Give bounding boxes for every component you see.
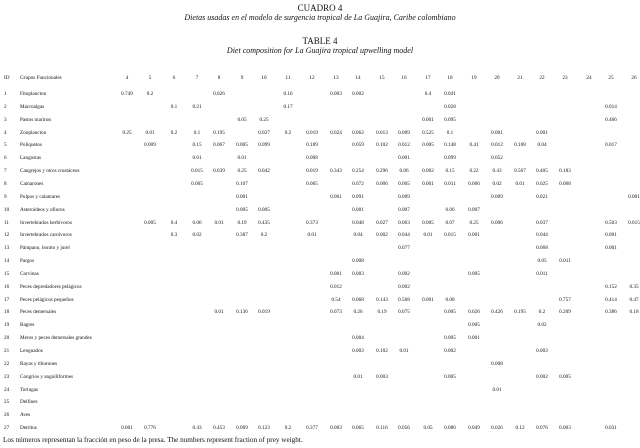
row-id: 24 bbox=[4, 387, 10, 393]
table-cell: 0.005 bbox=[444, 335, 456, 341]
row-id: 21 bbox=[4, 348, 10, 354]
row-label: Peces pelágicos pequeños bbox=[20, 297, 74, 303]
table-cell: 0.05 bbox=[423, 425, 433, 431]
table-cell: 0.076 bbox=[536, 425, 548, 431]
table-cell: 0.108 bbox=[514, 142, 526, 148]
table-cell: 0.06 bbox=[399, 168, 409, 174]
table-cell: 0.4 bbox=[170, 220, 178, 226]
column-header: 16 bbox=[401, 75, 407, 81]
row-label: Fitoplancton bbox=[20, 91, 47, 97]
table-cell: 0.003 bbox=[330, 425, 342, 431]
row-label: Peces depredadores pelágicos bbox=[20, 284, 82, 290]
table-cell: 0.091 bbox=[352, 194, 364, 200]
table-cell: 0.453 bbox=[213, 425, 225, 431]
table-cell: 0.405 bbox=[536, 168, 548, 174]
table-cell: 0.012 bbox=[398, 142, 410, 148]
table-cell: 0.019 bbox=[258, 309, 270, 315]
table-cell: 0.02 bbox=[492, 181, 502, 187]
table-cell: 0.017 bbox=[605, 142, 617, 148]
table-cell: 0.063 bbox=[398, 220, 410, 226]
table-cell: 0.001 bbox=[468, 335, 480, 341]
table-cell: 0.001 bbox=[468, 232, 480, 238]
row-label: Pastos marinos bbox=[20, 117, 52, 123]
table-cell: 0.003 bbox=[352, 271, 364, 277]
row-id: 7 bbox=[4, 168, 7, 174]
row-label: Camarones bbox=[20, 181, 44, 187]
table-cell: 0.435 bbox=[258, 220, 270, 226]
table-cell: 0.007 bbox=[398, 207, 410, 213]
table-cell: 0.001 bbox=[536, 130, 548, 136]
row-label: Asteroideos y ofiuros bbox=[20, 207, 65, 213]
table-cell: 0.414 bbox=[605, 297, 617, 303]
table-cell: 0.05 bbox=[237, 117, 247, 123]
table-cell: 0.002 bbox=[444, 348, 456, 354]
table-cell: 0.005 bbox=[398, 181, 410, 187]
table-cell: 0.014 bbox=[605, 104, 617, 110]
row-id: 26 bbox=[4, 412, 10, 418]
table-cell: 0.136 bbox=[236, 309, 248, 315]
row-label: Zooplancton bbox=[20, 130, 47, 136]
table-cell: 0.568 bbox=[398, 297, 410, 303]
table-cell: 0.43 bbox=[492, 168, 502, 174]
table-cell: 0.002 bbox=[376, 232, 388, 238]
table-cell: 0.01 bbox=[214, 220, 224, 226]
table-cell: 0.003 bbox=[559, 425, 571, 431]
table-cell: 0.001 bbox=[121, 425, 133, 431]
table-cell: 0.005 bbox=[468, 271, 480, 277]
row-label: Congrios y anguiliformes bbox=[20, 374, 74, 380]
row-id: 27 bbox=[4, 425, 10, 431]
table-cell: 0.567 bbox=[514, 168, 526, 174]
table-cell: 0.01 bbox=[307, 232, 317, 238]
row-label: Pargos bbox=[20, 258, 35, 264]
table-cell: 0.19 bbox=[377, 309, 387, 315]
table-cell: 0.027 bbox=[258, 130, 270, 136]
table-cell: 0.426 bbox=[491, 309, 503, 315]
table-cell: 0.001 bbox=[398, 155, 410, 161]
row-id: 8 bbox=[4, 181, 7, 187]
column-header: 24 bbox=[586, 75, 592, 81]
table-cell: 0.296 bbox=[376, 168, 388, 174]
table-cell: 0.044 bbox=[536, 232, 548, 238]
row-label: Pulpos y calamares bbox=[20, 194, 61, 200]
table-cell: 0.001 bbox=[236, 194, 248, 200]
table-cell: 0.525 bbox=[422, 130, 434, 136]
table-cell: 0.102 bbox=[376, 142, 388, 148]
row-id: 2 bbox=[4, 104, 7, 110]
table-cell: 0.123 bbox=[258, 425, 270, 431]
table-cell: 0.22 bbox=[469, 168, 479, 174]
table-cell: 0.005 bbox=[422, 142, 434, 148]
table-cell: 0.049 bbox=[468, 425, 480, 431]
row-id: 20 bbox=[4, 335, 10, 341]
column-header: 18 bbox=[447, 75, 453, 81]
table-cell: 0.005 bbox=[144, 220, 156, 226]
table-cell: 0.116 bbox=[376, 425, 388, 431]
table-cell: 0.052 bbox=[491, 155, 503, 161]
row-label: Pámpano, bonito y jurel bbox=[20, 245, 70, 251]
table-cell: 0.042 bbox=[258, 168, 270, 174]
row-label: Aves bbox=[20, 412, 31, 418]
table-cell: 0.025 bbox=[536, 181, 548, 187]
table-cell: 0.001 bbox=[422, 117, 434, 123]
column-header: 6 bbox=[172, 75, 176, 81]
table-cell: 0.21 bbox=[192, 104, 202, 110]
table-cell: 0.43 bbox=[192, 425, 202, 431]
table-cell: 0.026 bbox=[491, 425, 503, 431]
row-id: 17 bbox=[4, 297, 10, 303]
row-label: Corvinas bbox=[20, 271, 39, 277]
row-label: Langostas bbox=[20, 155, 42, 161]
table-cell: 0.003 bbox=[536, 348, 548, 354]
table-cell: 0.377 bbox=[306, 425, 318, 431]
table-cell: 0.04 bbox=[537, 142, 547, 148]
table-cell: 0.15 bbox=[445, 168, 455, 174]
row-id: 1 bbox=[4, 91, 7, 97]
table-cell: 0.01 bbox=[353, 374, 363, 380]
label-header: Grupos Funcionales bbox=[20, 75, 62, 81]
table-cell: 0.01 bbox=[192, 155, 202, 161]
table-cell: 0.06 bbox=[445, 207, 455, 213]
table-cell: 0.343 bbox=[330, 168, 342, 174]
table-cell: 0.009 bbox=[236, 425, 248, 431]
table-cell: 0.183 bbox=[559, 168, 571, 174]
table-cell: 0.25 bbox=[259, 117, 269, 123]
table-cell: 0.002 bbox=[352, 91, 364, 97]
row-id: 13 bbox=[4, 245, 10, 251]
row-label: Macroalgas bbox=[20, 104, 45, 110]
column-header: 19 bbox=[471, 75, 477, 81]
table-cell: 0.011 bbox=[536, 271, 548, 277]
table-cell: 0.048 bbox=[352, 220, 364, 226]
column-header: 9 bbox=[240, 75, 244, 81]
table-cell: 0.004 bbox=[352, 335, 364, 341]
row-id: 10 bbox=[4, 207, 10, 213]
table-cell: 0.001 bbox=[605, 232, 617, 238]
table-cell: 0.05 bbox=[537, 258, 547, 264]
table-cell: 0.037 bbox=[536, 220, 548, 226]
table-cell: 0.039 bbox=[213, 168, 225, 174]
row-label: Invertebrados herbívoros bbox=[20, 220, 73, 226]
table-cell: 0.075 bbox=[398, 309, 410, 315]
table-cell: 0.001 bbox=[628, 194, 640, 200]
table-cell: 0.068 bbox=[352, 297, 364, 303]
table-cell: 0.026 bbox=[213, 91, 225, 97]
table-cell: 0.143 bbox=[376, 297, 388, 303]
table-cell: 0.2 bbox=[284, 130, 292, 136]
table-cell: 0.002 bbox=[422, 168, 434, 174]
table-cell: 0.005 bbox=[236, 207, 248, 213]
table-cell: 0.001 bbox=[330, 194, 342, 200]
table-cell: 0.005 bbox=[444, 309, 456, 315]
table-cell: 0.068 bbox=[536, 245, 548, 251]
table-cell: 0.2 bbox=[170, 130, 178, 136]
table-cell: 0.19 bbox=[237, 220, 247, 226]
table-cell: 0.01 bbox=[237, 155, 247, 161]
column-header: 10 bbox=[261, 75, 267, 81]
row-id: 25 bbox=[4, 399, 10, 405]
table-cell: 0.006 bbox=[491, 220, 503, 226]
table-cell: 0.067 bbox=[213, 142, 225, 148]
table-cell: 0.35 bbox=[629, 284, 639, 290]
table-cell: 0.007 bbox=[468, 207, 480, 213]
table-cell: 0.005 bbox=[258, 207, 270, 213]
table-cell: 0.16 bbox=[283, 91, 293, 97]
row-label: Poliquetos bbox=[20, 142, 42, 148]
table-cell: 0.001 bbox=[491, 130, 503, 136]
table-cell: 0.009 bbox=[398, 130, 410, 136]
table-cell: 0.002 bbox=[398, 284, 410, 290]
row-label: Meros y peces demersales grandes bbox=[20, 335, 92, 341]
table-cell: 0.2 bbox=[260, 232, 268, 238]
table-cell: 0.2 bbox=[284, 425, 292, 431]
table-cell: 0.41 bbox=[469, 142, 479, 148]
table-cell: 0.009 bbox=[144, 142, 156, 148]
row-label: Invertebrados carnívoros bbox=[20, 232, 72, 238]
table-cell: 0.003 bbox=[330, 91, 342, 97]
table-cell: 0.012 bbox=[491, 142, 503, 148]
column-header: 8 bbox=[217, 75, 221, 81]
row-label: Tortugas bbox=[20, 387, 39, 393]
row-id: 12 bbox=[4, 232, 10, 238]
table-cell: 0.005 bbox=[236, 142, 248, 148]
table-cell: 0.26 bbox=[353, 309, 363, 315]
row-label: Bagres bbox=[20, 322, 35, 328]
column-header: 7 bbox=[195, 75, 199, 81]
column-header: 14 bbox=[355, 75, 361, 81]
table-cell: 0.254 bbox=[352, 168, 364, 174]
table-cell: 0.25 bbox=[237, 168, 247, 174]
table-cell: 0.008 bbox=[491, 361, 503, 367]
column-header: 15 bbox=[379, 75, 385, 81]
table-cell: 0.011 bbox=[559, 258, 571, 264]
column-header: 11 bbox=[285, 75, 291, 81]
table-cell: 0.01 bbox=[399, 348, 409, 354]
table-subtitle: Diet composition for La Guajira tropical upwelling model bbox=[226, 46, 414, 55]
table-cell: 0.077 bbox=[398, 245, 410, 251]
table-cell: 0.009 bbox=[398, 194, 410, 200]
table-cell: 0.776 bbox=[144, 425, 156, 431]
row-id: 6 bbox=[4, 155, 7, 161]
table-cell: 0.001 bbox=[605, 245, 617, 251]
table-cell: 0.001 bbox=[330, 271, 342, 277]
table-cell: 0.107 bbox=[236, 181, 248, 187]
table-cell: 0.1 bbox=[446, 130, 454, 136]
table-cell: 0.015 bbox=[628, 220, 640, 226]
table-cell: 0.002 bbox=[536, 374, 548, 380]
table-cell: 0.015 bbox=[191, 168, 203, 174]
table-cell: 0.003 bbox=[352, 348, 364, 354]
table-cell: 0.044 bbox=[398, 232, 410, 238]
table-cell: 0.059 bbox=[352, 142, 364, 148]
table-cell: 0.013 bbox=[376, 130, 388, 136]
table-cell: 0.2 bbox=[146, 91, 154, 97]
table-cell: 0.15 bbox=[192, 142, 202, 148]
table-cell: 0.019 bbox=[306, 168, 318, 174]
table-cell: 0.031 bbox=[605, 425, 617, 431]
table-cell: 0.005 bbox=[422, 220, 434, 226]
table-cell: 0.005 bbox=[468, 322, 480, 328]
table-cell: 0.04 bbox=[353, 232, 363, 238]
table-cell: 0.02 bbox=[537, 322, 547, 328]
table-cell: 0.195 bbox=[514, 309, 526, 315]
row-id: 18 bbox=[4, 309, 10, 315]
table-cell: 0.07 bbox=[445, 220, 455, 226]
table-cell: 0.001 bbox=[422, 181, 434, 187]
row-label: Detritus bbox=[20, 425, 37, 431]
column-header: 22 bbox=[539, 75, 545, 81]
table-cell: 0.06 bbox=[192, 220, 202, 226]
table-cell: 0.152 bbox=[605, 284, 617, 290]
table-cell: 0.095 bbox=[444, 117, 456, 123]
table-cell: 0.757 bbox=[559, 297, 571, 303]
row-id: 19 bbox=[4, 322, 10, 328]
table-cell: 0.008 bbox=[306, 155, 318, 161]
table-cell: 0.062 bbox=[352, 130, 364, 136]
row-id: 23 bbox=[4, 374, 10, 380]
table-cell: 0.005 bbox=[444, 374, 456, 380]
table-cell: 0.12 bbox=[515, 425, 525, 431]
table-cell: 0.005 bbox=[191, 181, 203, 187]
table-cell: 0.47 bbox=[629, 297, 639, 303]
table-cell: 0.028 bbox=[444, 104, 456, 110]
row-id: 5 bbox=[4, 142, 7, 148]
table-cell: 0.18 bbox=[629, 309, 639, 315]
table-cell: 0.005 bbox=[559, 374, 571, 380]
table-cell: 0.189 bbox=[306, 142, 318, 148]
table-cell: 0.54 bbox=[331, 297, 341, 303]
table-cell: 0.01 bbox=[492, 387, 502, 393]
table-cell: 0.027 bbox=[376, 220, 388, 226]
table-cell: 0.3 bbox=[170, 232, 178, 238]
table-cell: 0.012 bbox=[330, 284, 342, 290]
table-cell: 0.25 bbox=[469, 220, 479, 226]
table-cell: 0.099 bbox=[258, 142, 270, 148]
table-cell: 0.01 bbox=[214, 309, 224, 315]
column-header: 4 bbox=[125, 75, 129, 81]
table-cell: 0.25 bbox=[122, 130, 132, 136]
column-header: 23 bbox=[562, 75, 568, 81]
table-cell: 0.008 bbox=[352, 258, 364, 264]
id-header: ID bbox=[4, 75, 10, 81]
table-cell: 0.065 bbox=[352, 425, 364, 431]
row-id: 15 bbox=[4, 271, 10, 277]
table-cell: 0.001 bbox=[422, 297, 434, 303]
table-cell: 0.009 bbox=[491, 194, 503, 200]
table-cell: 0.021 bbox=[536, 194, 548, 200]
row-id: 4 bbox=[4, 130, 7, 136]
table-cell: 0.015 bbox=[444, 232, 456, 238]
table-cell: 0.006 bbox=[376, 181, 388, 187]
table-cell: 0.024 bbox=[330, 130, 342, 136]
table-cell: 0.072 bbox=[352, 181, 364, 187]
column-header: 13 bbox=[333, 75, 339, 81]
table-cell: 0.086 bbox=[444, 425, 456, 431]
table-cell: 0.001 bbox=[352, 207, 364, 213]
row-id: 9 bbox=[4, 194, 7, 200]
cuadro-title: CUADRO 4 bbox=[297, 3, 343, 13]
table-cell: 0.466 bbox=[605, 117, 617, 123]
table-cell: 0.102 bbox=[376, 348, 388, 354]
table-cell: 0.209 bbox=[559, 309, 571, 315]
row-label: Peces demersales bbox=[20, 309, 57, 315]
column-header: 12 bbox=[309, 75, 315, 81]
table-cell: 0.073 bbox=[330, 309, 342, 315]
table-cell: 0.056 bbox=[398, 425, 410, 431]
cuadro-subtitle: Dietas usadas en el modelo de surgencia tropical de La Guajira, Caribe colombiano bbox=[184, 13, 456, 22]
table-cell: 0.17 bbox=[283, 104, 293, 110]
table-cell: 0.006 bbox=[468, 181, 480, 187]
column-header: 21 bbox=[517, 75, 523, 81]
table-cell: 0.503 bbox=[605, 220, 617, 226]
footnote: Los números representan la fracción en peso de la presa. The numbers represent fraction of prey weight. bbox=[3, 436, 303, 444]
table-cell: 0.068 bbox=[559, 181, 571, 187]
table-cell: 0.08 bbox=[445, 297, 455, 303]
row-id: 16 bbox=[4, 284, 10, 290]
table-cell: 0.2 bbox=[538, 309, 546, 315]
column-header: 20 bbox=[494, 75, 500, 81]
table-cell: 0.749 bbox=[121, 91, 133, 97]
row-id: 14 bbox=[4, 258, 10, 264]
column-header: 25 bbox=[608, 75, 614, 81]
table-cell: 0.002 bbox=[398, 271, 410, 277]
table-cell: 0.195 bbox=[213, 130, 225, 136]
column-header: 5 bbox=[148, 75, 152, 81]
row-label: Lenguados bbox=[20, 348, 43, 354]
table-cell: 0.1 bbox=[193, 130, 201, 136]
row-label: Rayas y tiburones bbox=[20, 361, 58, 367]
table-cell: 0.1 bbox=[170, 104, 178, 110]
table-cell: 0.386 bbox=[605, 309, 617, 315]
table-cell: 0.373 bbox=[306, 220, 318, 226]
row-label: Cangrejos y otros crustáceos bbox=[20, 168, 80, 174]
row-label: Delfines bbox=[20, 399, 38, 405]
table-title: TABLE 4 bbox=[302, 36, 338, 46]
table-cell: 0.148 bbox=[444, 142, 456, 148]
table-cell: 0.01 bbox=[145, 130, 155, 136]
table-cell: 0.01 bbox=[423, 232, 433, 238]
table-cell: 0.019 bbox=[306, 130, 318, 136]
column-header: 17 bbox=[425, 75, 431, 81]
table-cell: 0.01 bbox=[515, 181, 525, 187]
table-cell: 0.003 bbox=[376, 374, 388, 380]
row-id: 22 bbox=[4, 361, 10, 367]
table-cell: 0.041 bbox=[444, 91, 456, 97]
table-cell: 0.065 bbox=[306, 181, 318, 187]
column-header: 26 bbox=[631, 75, 637, 81]
table-cell: 0.4 bbox=[424, 91, 432, 97]
table-cell: 0.011 bbox=[444, 181, 456, 187]
table-cell: 0.099 bbox=[444, 155, 456, 161]
table-cell: 0.02 bbox=[192, 232, 202, 238]
row-id: 11 bbox=[4, 220, 9, 226]
table-cell: 0.026 bbox=[468, 309, 480, 315]
row-id: 3 bbox=[4, 117, 7, 123]
table-cell: 0.387 bbox=[236, 232, 248, 238]
